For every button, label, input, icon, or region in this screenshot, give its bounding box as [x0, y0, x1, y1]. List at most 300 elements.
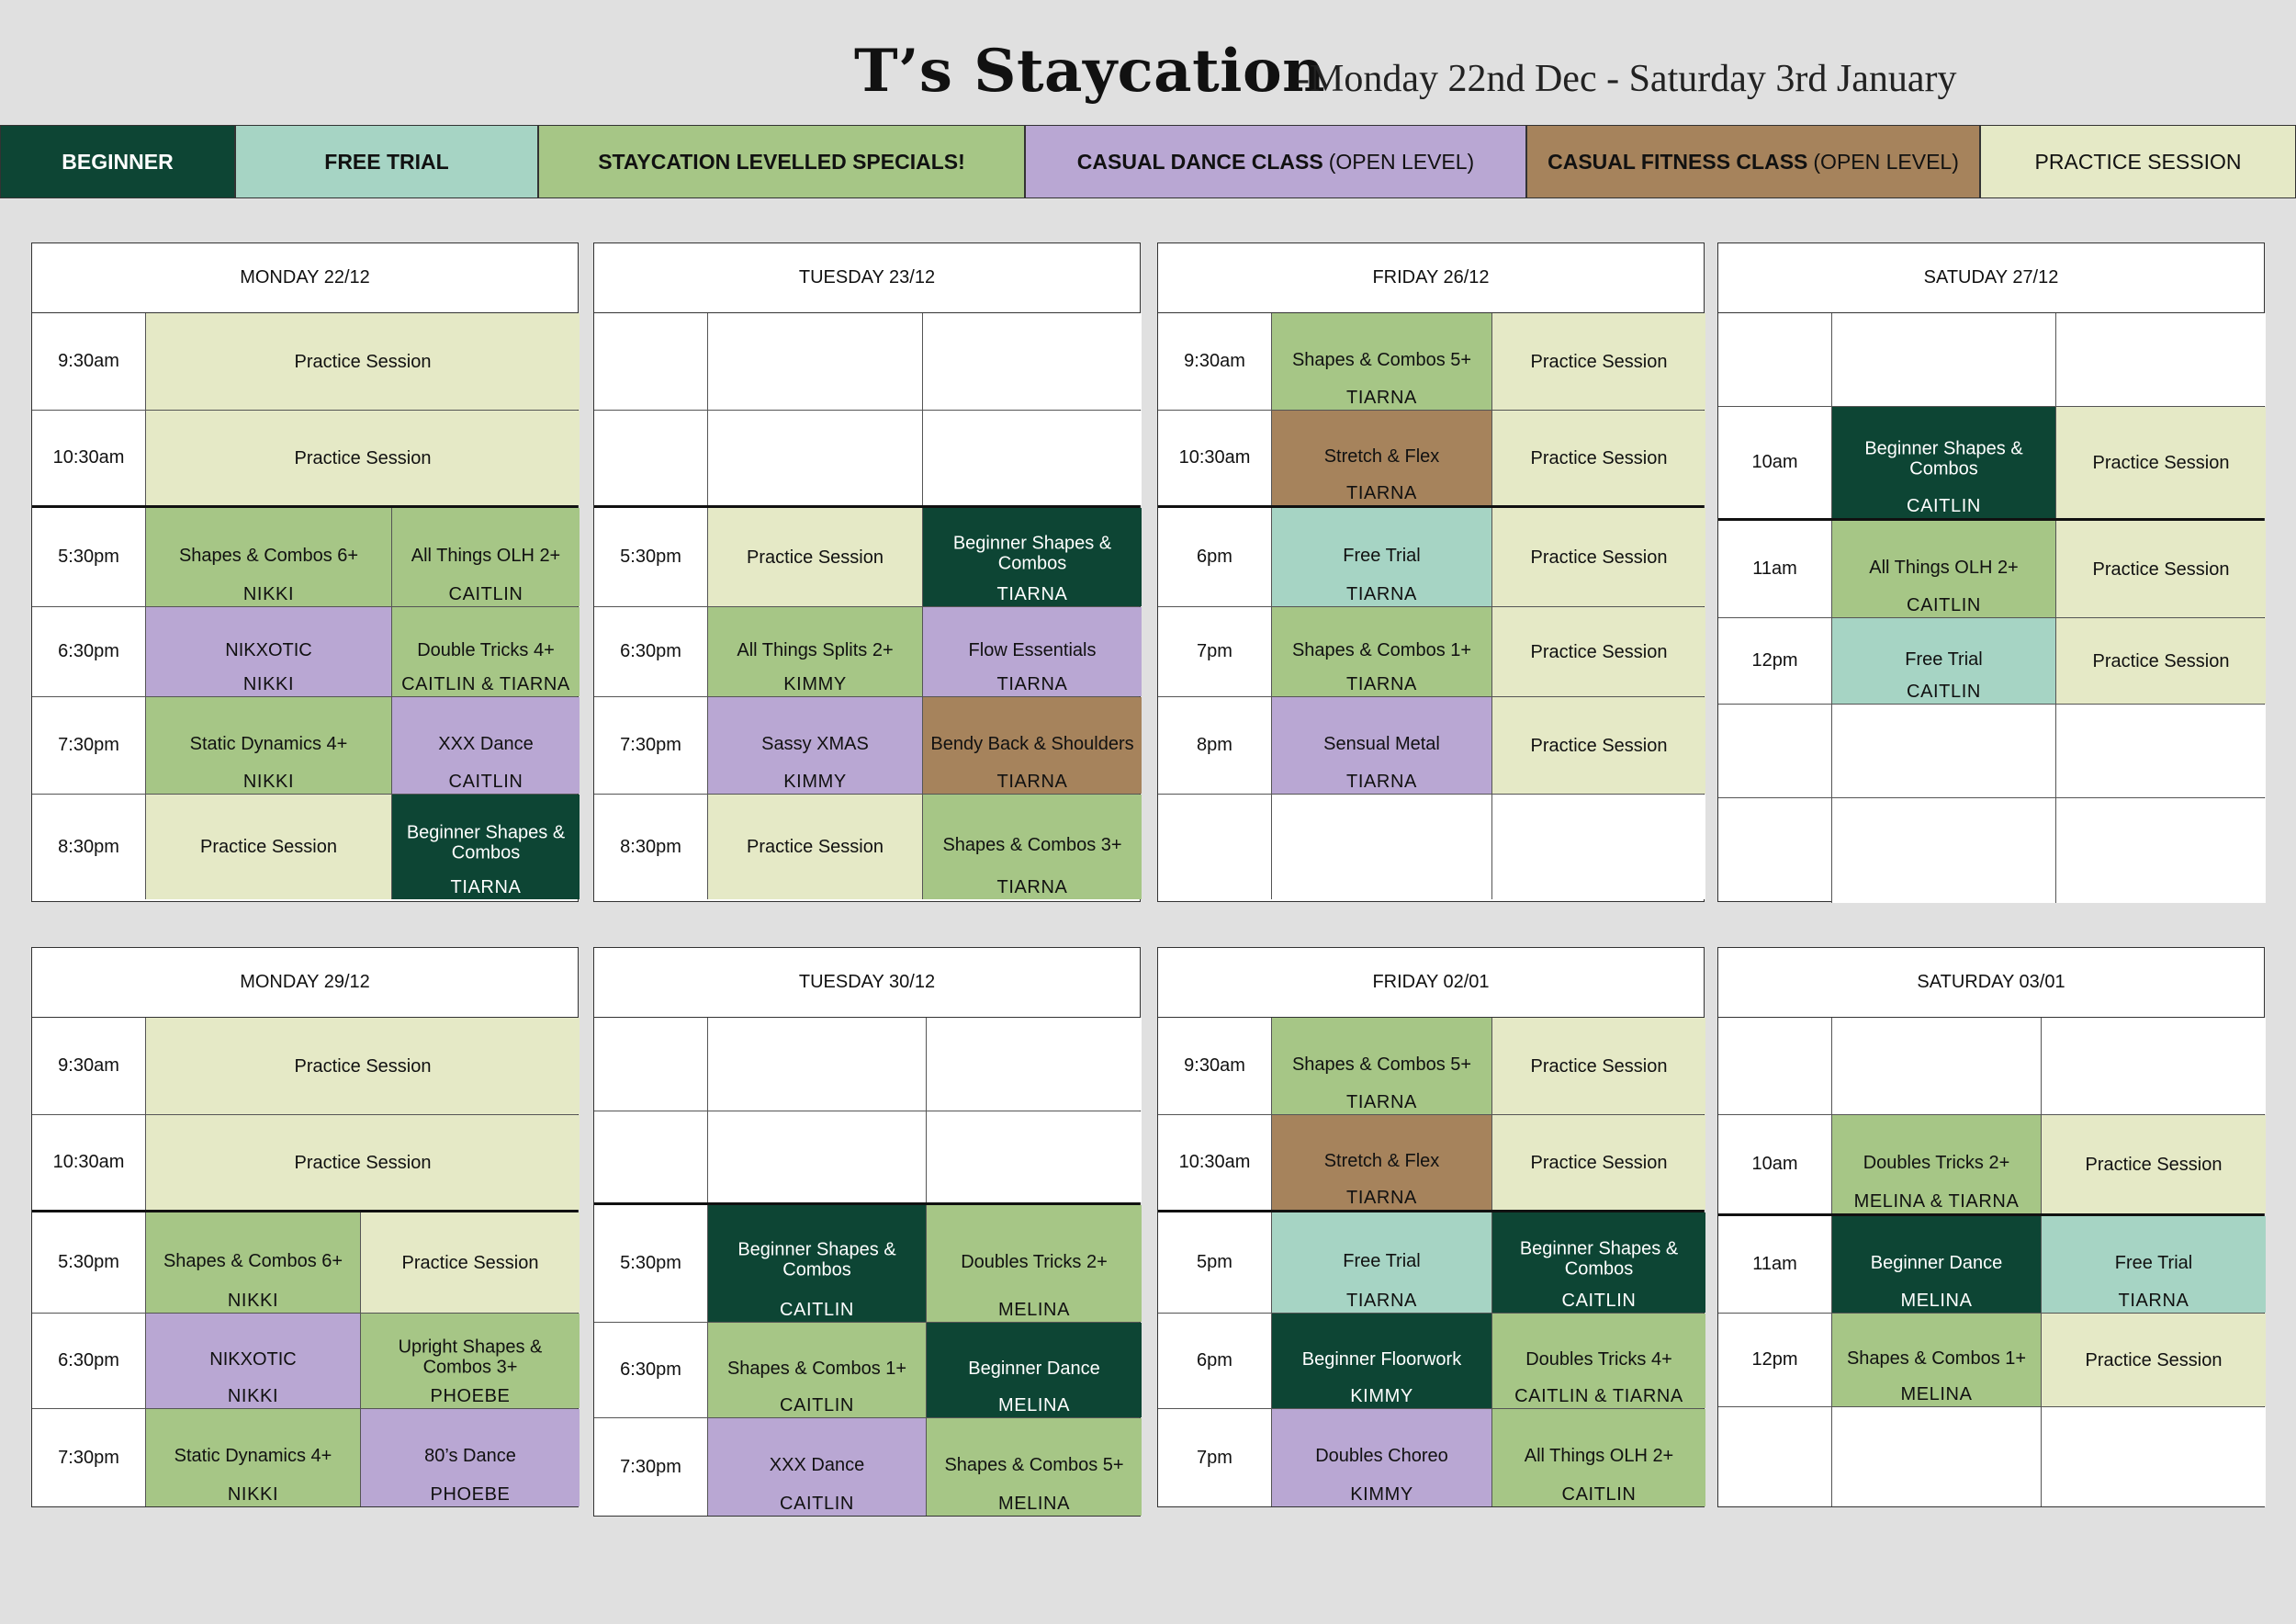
empty-slot [2056, 313, 2266, 406]
instructor-name: TIARNA [996, 674, 1068, 694]
class-slot [146, 1115, 580, 1210]
time-row [1158, 1115, 1704, 1212]
instructor-name: CAITLIN & TIARNA [401, 674, 570, 694]
time-row [1158, 1409, 1704, 1506]
time-label [1718, 705, 1832, 797]
time-row [1718, 618, 2264, 705]
time-row [594, 795, 1140, 899]
time-label [594, 313, 708, 410]
instructor-name: CAITLIN [780, 1494, 854, 1514]
class-slot [1492, 508, 1705, 606]
instructor-name: NIKKI [242, 772, 295, 792]
time-label: 10:30am [1158, 411, 1272, 505]
instructor-name: TIARNA [1346, 1291, 1417, 1311]
time-label: 6pm [1158, 1314, 1272, 1408]
class-slot [1492, 1212, 1705, 1313]
class-slot [1492, 607, 1705, 696]
legend-extra: (OPEN LEVEL) [1328, 149, 1475, 174]
class-title: Doubles Tricks 2+ [961, 1251, 1108, 1272]
class-title: Practice Session [294, 1055, 432, 1077]
time-label: 6:30pm [32, 1314, 146, 1408]
time-row [594, 697, 1140, 795]
class-slot [1272, 1212, 1492, 1313]
time-row [1158, 411, 1704, 508]
class-title: Practice Session [294, 1152, 432, 1173]
class-slot [1272, 313, 1492, 410]
instructor-name: CAITLIN [448, 584, 523, 604]
class-title: Beginner Shapes & Combos [406, 822, 566, 863]
empty-slot [2056, 798, 2266, 903]
class-title: NIKXOTIC [225, 639, 312, 660]
class-title: Shapes & Combos 1+ [1846, 1348, 2027, 1369]
time-row [32, 1018, 578, 1115]
class-title: Shapes & Combos 6+ [163, 1250, 343, 1271]
class-slot [146, 313, 580, 410]
class-title: Static Dynamics 4+ [174, 1445, 332, 1466]
class-slot [1832, 521, 2056, 617]
class-title: Practice Session [2092, 452, 2230, 473]
class-slot [1832, 407, 2056, 518]
class-title: Practice Session [747, 837, 884, 857]
instructor-name: TIARNA [1346, 1188, 1417, 1208]
time-row [594, 508, 1140, 607]
class-slot [708, 1323, 927, 1417]
class-slot [1272, 1018, 1492, 1114]
instructor-name: NIKKI [227, 1386, 279, 1406]
class-slot [2056, 407, 2266, 518]
time-label: 7:30pm [32, 697, 146, 794]
time-label: 5pm [1158, 1212, 1272, 1313]
instructor-name: CAITLIN [1561, 1484, 1637, 1505]
time-label: 10:30am [32, 1115, 146, 1210]
class-slot [1272, 607, 1492, 696]
time-row [1718, 1216, 2264, 1314]
time-label: 5:30pm [32, 508, 146, 606]
class-title: XXX Dance [438, 733, 534, 754]
class-title: Practice Session [1530, 1055, 1668, 1077]
day-panel [1717, 242, 2265, 902]
class-slot [392, 508, 580, 606]
class-title: Practice Session [2092, 558, 2230, 580]
time-label: 9:30am [32, 313, 146, 410]
class-title: Free Trial [2114, 1252, 2193, 1273]
legend-label: CASUAL FITNESS CLASS [1548, 149, 1808, 174]
class-slot [146, 1018, 580, 1114]
empty-slot [927, 1111, 1142, 1202]
time-label: 10:30am [1158, 1115, 1272, 1210]
class-slot [146, 1314, 361, 1408]
class-title: Practice Session [401, 1252, 539, 1273]
class-title: Doubles Tricks 4+ [1525, 1348, 1672, 1370]
instructor-name: KIMMY [783, 674, 847, 694]
day-panel [31, 242, 579, 902]
class-title: Static Dynamics 4+ [189, 733, 348, 754]
legend-free [235, 125, 538, 198]
empty-slot [2042, 1018, 2266, 1114]
instructor-name: TIARNA [996, 772, 1068, 792]
class-slot [146, 1212, 361, 1313]
legend-label: CASUAL DANCE CLASS [1076, 149, 1323, 174]
class-slot [361, 1314, 580, 1408]
class-title: Practice Session [294, 351, 432, 372]
time-row [1718, 1115, 2264, 1216]
class-title: Beginner Dance [968, 1358, 1100, 1379]
class-title: Doubles Choreo [1315, 1445, 1448, 1466]
class-title: Practice Session [1530, 735, 1668, 756]
legend-label: STAYCATION LEVELLED SPECIALS! [598, 149, 965, 174]
class-title: Practice Session [2092, 650, 2230, 671]
time-row [594, 1111, 1140, 1205]
time-row [32, 697, 578, 795]
empty-slot [1272, 795, 1492, 899]
time-row [1718, 1407, 2264, 1506]
time-row [594, 607, 1140, 697]
day-header: MONDAY 29/12 [32, 948, 578, 1018]
class-title: Beginner Shapes & Combos [1519, 1238, 1679, 1280]
class-slot [927, 1418, 1142, 1516]
time-row [594, 1205, 1140, 1323]
class-title: Shapes & Combos 5+ [1291, 349, 1472, 370]
class-title: 80’s Dance [424, 1445, 516, 1466]
class-title: Doubles Tricks 2+ [1863, 1152, 2010, 1173]
class-title: Practice Session [2085, 1349, 2223, 1370]
page-subtitle: -Monday 22nd Dec - Saturday 3rd January [1297, 58, 1957, 100]
instructor-name: CAITLIN [448, 772, 523, 792]
time-label: 8pm [1158, 697, 1272, 794]
class-slot [1492, 697, 1705, 794]
day-panel [593, 947, 1141, 1517]
class-title: Free Trial [1905, 648, 1983, 670]
class-slot [2056, 618, 2266, 704]
time-label: 12pm [1718, 618, 1832, 704]
time-label: 7pm [1158, 607, 1272, 696]
time-row [1718, 1314, 2264, 1407]
time-label: 11am [1718, 1216, 1832, 1313]
legend-fitness [1526, 125, 1980, 198]
class-title: Practice Session [1530, 351, 1668, 372]
time-label [594, 1111, 708, 1202]
empty-slot [1832, 705, 2056, 797]
class-title: Practice Session [294, 447, 432, 468]
class-title: Practice Session [1530, 447, 1668, 468]
class-title: Beginner Floorwork [1301, 1348, 1462, 1370]
class-slot [146, 508, 392, 606]
legend-label: BEGINNER [62, 149, 174, 174]
instructor-name: TIARNA [996, 877, 1068, 897]
time-label: 6:30pm [594, 607, 708, 696]
class-title: Shapes & Combos 5+ [944, 1454, 1124, 1475]
empty-slot [923, 411, 1142, 505]
time-label: 8:30pm [594, 795, 708, 899]
time-label: 10:30am [32, 411, 146, 505]
time-label: 7pm [1158, 1409, 1272, 1506]
time-row [32, 1212, 578, 1314]
empty-slot [708, 313, 923, 410]
instructor-name: TIARNA [1346, 674, 1417, 694]
class-slot [1272, 1409, 1492, 1506]
class-slot [923, 508, 1142, 606]
class-title: Sensual Metal [1323, 733, 1440, 754]
class-slot [1492, 313, 1705, 410]
instructor-name: TIARNA [1346, 772, 1417, 792]
time-row [1718, 1018, 2264, 1115]
class-slot [708, 1418, 927, 1516]
time-label: 12pm [1718, 1314, 1832, 1406]
class-slot [146, 795, 392, 899]
class-slot [1272, 697, 1492, 794]
instructor-name: MELINA [997, 1300, 1071, 1320]
class-slot [1272, 508, 1492, 606]
class-title: Stretch & Flex [1323, 1150, 1440, 1171]
class-slot [927, 1205, 1142, 1322]
legend-bar [0, 125, 2296, 198]
class-title: Free Trial [1343, 545, 1421, 566]
time-row [32, 607, 578, 697]
instructor-name: CAITLIN [780, 1300, 854, 1320]
class-slot [1492, 1314, 1705, 1408]
empty-slot [2056, 705, 2266, 797]
day-header: MONDAY 22/12 [32, 243, 578, 313]
class-title: Beginner Shapes & Combos [1864, 438, 2023, 479]
class-title: Free Trial [1343, 1250, 1421, 1271]
legend-extra: (OPEN LEVEL) [1813, 149, 1959, 174]
time-label: 8:30pm [32, 795, 146, 899]
class-slot [2042, 1314, 2266, 1406]
time-label: 5:30pm [32, 1212, 146, 1313]
instructor-name: TIARNA [450, 877, 522, 897]
time-row [1158, 607, 1704, 697]
empty-slot [923, 313, 1142, 410]
legend-special [538, 125, 1025, 198]
class-title: All Things OLH 2+ [411, 545, 561, 566]
class-title: Shapes & Combos 3+ [942, 834, 1122, 855]
legend-label: FREE TRIAL [324, 149, 449, 174]
class-title: Flow Essentials [968, 639, 1097, 660]
legend-practice [1980, 125, 2296, 198]
class-slot [1272, 1314, 1492, 1408]
class-slot [708, 697, 923, 794]
class-title: All Things OLH 2+ [1524, 1445, 1674, 1466]
class-title: All Things OLH 2+ [1869, 557, 2019, 578]
instructor-name: MELINA [1900, 1291, 1973, 1311]
time-row [594, 1418, 1140, 1516]
time-label [1718, 798, 1832, 903]
class-title: Practice Session [1530, 641, 1668, 662]
day-panel [1157, 947, 1705, 1507]
empty-slot [1832, 1018, 2042, 1114]
page-title: T’s Staycation [854, 37, 1326, 106]
time-label: 10am [1718, 1115, 1832, 1213]
empty-slot [1492, 795, 1705, 899]
class-title: Beginner Shapes & Combos [952, 533, 1112, 574]
class-slot [708, 795, 923, 899]
legend-beginner [0, 125, 235, 198]
instructor-name: MELINA [1900, 1384, 1973, 1404]
time-label: 6:30pm [32, 607, 146, 696]
class-slot [361, 1409, 580, 1506]
time-row [1718, 521, 2264, 618]
time-row [1718, 798, 2264, 903]
time-row [1718, 407, 2264, 521]
class-slot [146, 607, 392, 696]
instructor-name: MELINA [997, 1494, 1071, 1514]
time-row [32, 1115, 578, 1212]
instructor-name: TIARNA [1346, 388, 1417, 408]
class-slot [923, 795, 1142, 899]
time-row [594, 313, 1140, 411]
time-label: 10am [1718, 407, 1832, 518]
time-row [1158, 508, 1704, 607]
day-header: FRIDAY 26/12 [1158, 243, 1704, 313]
instructor-name: NIKKI [242, 674, 295, 694]
day-panel [1157, 242, 1705, 902]
class-slot [392, 607, 580, 696]
class-slot [1272, 1115, 1492, 1210]
class-title: All Things Splits 2+ [737, 639, 894, 660]
class-slot [708, 508, 923, 606]
time-row [1718, 705, 2264, 798]
day-header: SATURDAY 03/01 [1718, 948, 2264, 1018]
class-slot [1832, 1216, 2042, 1313]
class-slot [146, 1409, 361, 1506]
class-title: Shapes & Combos 6+ [178, 545, 359, 566]
instructor-name: NIKKI [227, 1291, 279, 1311]
time-row [594, 411, 1140, 508]
class-title: Shapes & Combos 1+ [726, 1358, 907, 1379]
time-label [594, 1018, 708, 1111]
class-slot [146, 411, 580, 505]
time-label: 9:30am [1158, 1018, 1272, 1114]
time-label [1718, 1018, 1832, 1114]
class-slot [2056, 521, 2266, 617]
time-row [1158, 1212, 1704, 1314]
class-slot [1832, 618, 2056, 704]
class-slot [923, 697, 1142, 794]
day-panel [1717, 947, 2265, 1507]
empty-slot [708, 1111, 927, 1202]
time-label [1718, 313, 1832, 406]
instructor-name: TIARNA [2118, 1291, 2189, 1311]
instructor-name: CAITLIN [1907, 682, 1981, 702]
class-slot [361, 1212, 580, 1313]
time-row [32, 508, 578, 607]
page-header [0, 37, 2296, 119]
time-row [1158, 1314, 1704, 1409]
instructor-name: CAITLIN [1907, 595, 1981, 615]
empty-slot [1832, 313, 2056, 406]
class-slot [1832, 1115, 2042, 1213]
class-title: Practice Session [200, 837, 337, 857]
time-label: 9:30am [1158, 313, 1272, 410]
day-header: SATUDAY 27/12 [1718, 243, 2264, 313]
empty-slot [708, 1018, 927, 1111]
class-title: Beginner Shapes & Combos [737, 1239, 896, 1280]
class-slot [923, 607, 1142, 696]
instructor-name: PHOEBE [430, 1386, 511, 1406]
time-row [1158, 795, 1704, 899]
instructor-name: TIARNA [1346, 584, 1417, 604]
empty-slot [708, 411, 923, 505]
time-row [1718, 313, 2264, 407]
day-header: FRIDAY 02/01 [1158, 948, 1704, 1018]
time-row [1158, 313, 1704, 411]
class-slot [927, 1323, 1142, 1417]
class-title: Practice Session [1530, 1152, 1668, 1173]
time-row [1158, 1018, 1704, 1115]
instructor-name: CAITLIN [1907, 496, 1981, 516]
time-row [32, 795, 578, 899]
legend-extra: PRACTICE SESSION [2034, 149, 2242, 174]
empty-slot [1832, 798, 2056, 903]
class-slot [1832, 1314, 2042, 1406]
legend-casual-dance [1025, 125, 1526, 198]
day-panel [593, 242, 1141, 902]
instructor-name: KIMMY [783, 772, 847, 792]
class-title: Shapes & Combos 1+ [1291, 639, 1472, 660]
class-slot [1492, 1115, 1705, 1210]
instructor-name: PHOEBE [430, 1484, 511, 1505]
instructor-name: MELINA [997, 1395, 1071, 1415]
instructor-name: KIMMY [1350, 1386, 1413, 1406]
time-label: 6pm [1158, 508, 1272, 606]
time-label: 9:30am [32, 1018, 146, 1114]
class-title: Practice Session [1530, 547, 1668, 568]
class-title: Shapes & Combos 5+ [1291, 1054, 1472, 1075]
time-label [1718, 1407, 1832, 1506]
instructor-name: CAITLIN & TIARNA [1514, 1386, 1683, 1406]
instructor-name: CAITLIN [1561, 1291, 1637, 1311]
time-label [594, 411, 708, 505]
class-slot [2042, 1216, 2266, 1313]
class-slot [1272, 411, 1492, 505]
class-slot [1492, 411, 1705, 505]
class-slot [392, 697, 580, 794]
instructor-name: KIMMY [1350, 1484, 1413, 1505]
class-title: Sassy XMAS [761, 733, 869, 754]
time-row [32, 411, 578, 508]
class-title: XXX Dance [769, 1454, 865, 1475]
class-title: Practice Session [2085, 1154, 2223, 1175]
time-row [1158, 697, 1704, 795]
time-label: 7:30pm [594, 697, 708, 794]
class-title: NIKXOTIC [209, 1348, 297, 1370]
time-row [32, 1314, 578, 1409]
instructor-name: CAITLIN [780, 1395, 854, 1415]
time-row [32, 1409, 578, 1506]
time-row [594, 1018, 1140, 1111]
class-slot [2042, 1115, 2266, 1213]
time-label [1158, 795, 1272, 899]
time-label: 6:30pm [594, 1323, 708, 1417]
time-label: 5:30pm [594, 508, 708, 606]
time-row [32, 313, 578, 411]
instructor-name: NIKKI [242, 584, 295, 604]
class-title: Double Tricks 4+ [417, 639, 555, 660]
class-slot [1492, 1018, 1705, 1114]
class-title: Stretch & Flex [1323, 445, 1440, 467]
instructor-name: TIARNA [1346, 1092, 1417, 1112]
class-title: Beginner Dance [1870, 1252, 2003, 1273]
day-header: TUESDAY 30/12 [594, 948, 1140, 1018]
day-header: TUESDAY 23/12 [594, 243, 1140, 313]
class-slot [1492, 1409, 1705, 1506]
instructor-name: TIARNA [1346, 483, 1417, 503]
instructor-name: TIARNA [996, 584, 1068, 604]
day-panel [31, 947, 579, 1507]
empty-slot [1832, 1407, 2042, 1506]
class-title: Practice Session [747, 547, 884, 568]
time-label: 7:30pm [32, 1409, 146, 1506]
